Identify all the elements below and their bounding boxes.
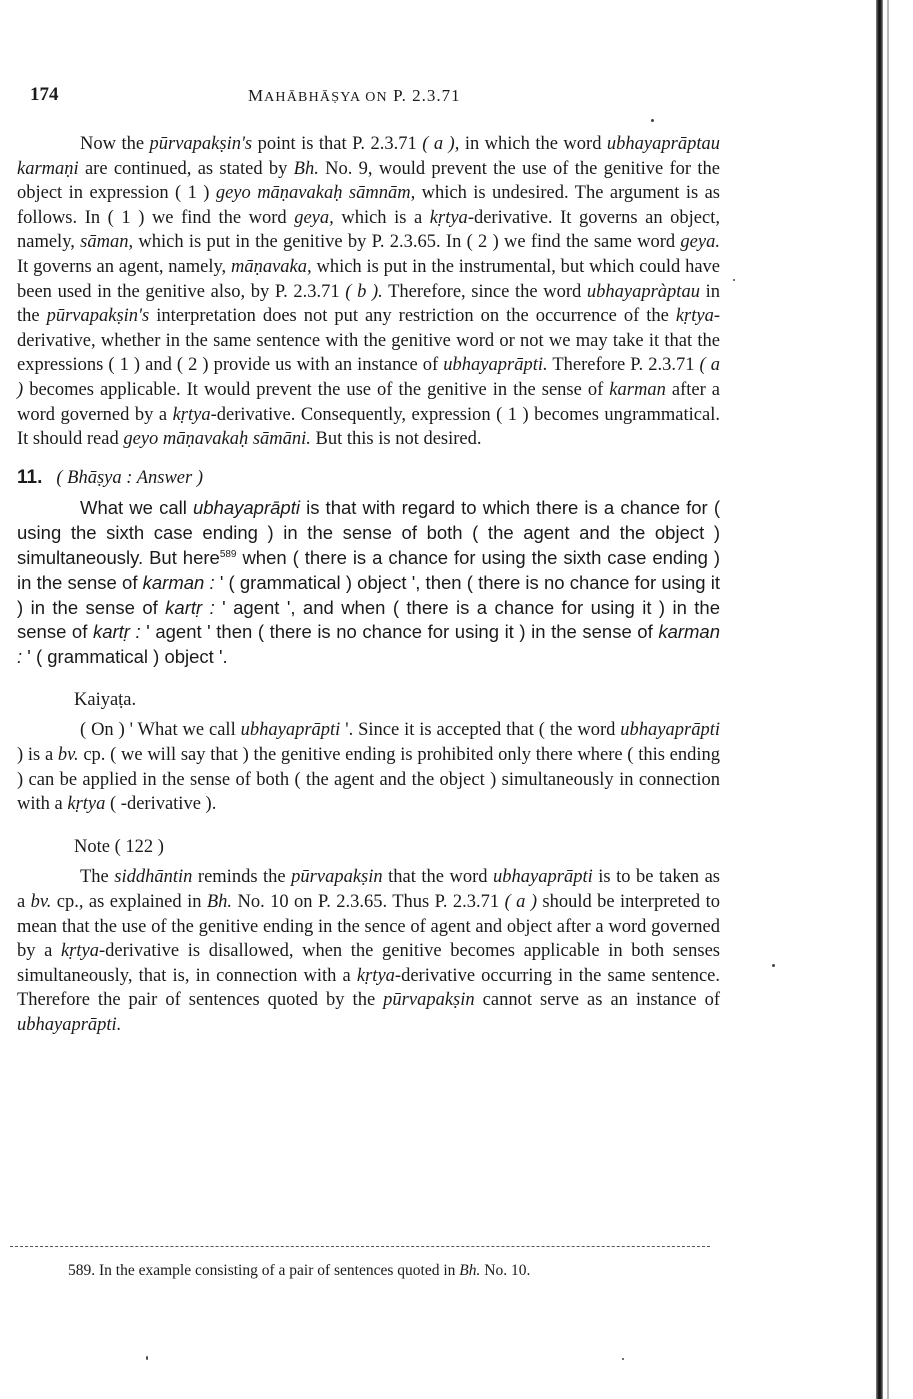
- page-edge-shadow-dark: [876, 0, 883, 1399]
- note-heading: Note ( 122 ): [74, 836, 164, 857]
- footnote-separator: [10, 1246, 710, 1247]
- paragraph-purvapaksin-argument: Now the pūrvapakṣin's point is that P. 2.3.71 ( a ), in which the word ubhayaprāptau karmaṇi are continued, as stated by Bh. No. 9, would prevent the use of the genitive for the object in expression ( 1 ) geyo māṇavakaḥ sāmnām, which is undesired. The argument is as follows. In ( 1 ) we find the word geya, which is a kṛtya-derivative. It governs an object, namely, sāman, which is put in the genitive by P. 2.3.65. In ( 2 ) we find the same word geya. It governs an agent, namely, māṇavaka, which is put in the instrumental, but which could have been used in the genitive also, by P. 2.3.71 ( b ). Therefore, since the word ubhayapràptau in the pūrvapakṣin's interpretation does not put any restriction on the occurrence of the kṛtya-derivative, whether in the same sentence with the genitive word or not we may take it that the expressions ( 1 ) and ( 2 ) provide us with an instance of ubhayaprāpti. Therefore P. 2.3.71 ( a ) becomes applicable. It would prevent the use of the genitive in the sense of karman after a word governed by a kṛtya-derivative. Consequently, expression ( 1 ) becomes ungrammatical. It should read geyo māṇavakaḥ sāmāni. But this is not desired.: [17, 134, 720, 450]
- running-title-reference: P. 2.3.71: [393, 86, 461, 105]
- paragraph-note: The siddhāntin reminds the pūrvapakṣin that the word ubhayaprāpti is to be taken as a bv. cp., as explained in Bh. No. 10 on P. 2.3.65. Thus P. 2.3.71 ( a ) should be interpreted to mean that the use of the genitive ending in the sence of agent and object after a word governed by a kṛtya-derivative is disallowed, when the genitive becomes applicable in both senses simultaneously, that is, in connection with a kṛtya-derivative occurring in the same sentence. Therefore the pair of sentences quoted by the pūrvapakṣin cannot serve as an instance of ubhayaprāpti.: [17, 867, 721, 1036]
- page-edge-shadow: [887, 0, 889, 1399]
- scan-speck: [622, 1358, 624, 1360]
- section-title: ( Bhāṣya : Answer ): [56, 467, 203, 488]
- scan-speck: [651, 119, 654, 122]
- section-number: 11.: [17, 466, 43, 488]
- footnote-marker: 589: [219, 548, 237, 560]
- kaiyata-heading: Kaiyaṭa.: [74, 689, 137, 710]
- paragraph-bhasya-translation: What we call ubhayaprāpti is that with regard to which there is a chance for ( using the sixth case ending ) in the sense of both ( the agent and the object ) simultaneously. But here$^{589}$ when ( there is a chance for using the sixth case ending ) in the sense of karman : ' ( grammatical ) object ', then ( there is no chance for using it ) in the sense of kartṛ : ' agent ', and when ( there is a chance for using it ) in the sense of kartṛ : ' agent ' then ( there is no chance for using it ) in the sense of karman : ' ( grammatical ) object '.: [17, 497, 721, 668]
- running-title: [248, 86, 461, 106]
- paragraph-kaiyata: ( On ) ' What we call ubhayaprāpti '. Since it is accepted that ( the word ubhayaprāpti ) is a bv. cp. ( we will say that ) the genitive ending is prohibited only there where ( this ending ) can be applied in the sense of both ( the agent and the object ) simultaneously in connection with a kṛtya ( -derivative ).: [17, 720, 720, 815]
- running-title-initial: M: [248, 86, 265, 105]
- scan-speck: [733, 279, 735, 281]
- scan-speck: [146, 1356, 148, 1360]
- running-title-small-caps: AHĀBHĀṢYA ON: [264, 90, 388, 105]
- section-heading-11: [17, 466, 720, 491]
- footnote: 589. In the example consisting of a pair of sentences quoted in Bh. No. 10.: [68, 1262, 531, 1279]
- footnote-number: 589.: [68, 1262, 96, 1279]
- page-number: 174: [30, 84, 59, 105]
- running-header: [30, 84, 720, 112]
- page-body: [17, 132, 720, 1038]
- scan-speck: [772, 964, 775, 967]
